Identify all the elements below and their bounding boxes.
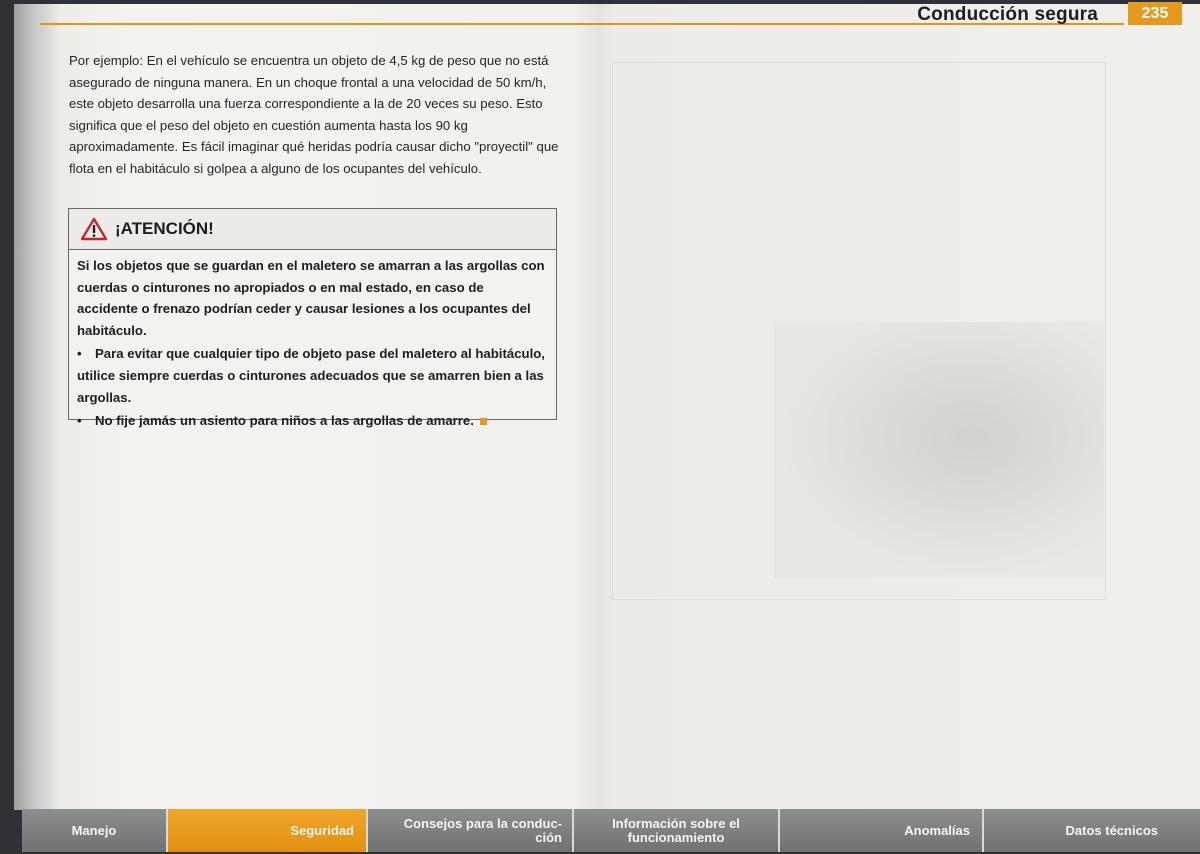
page-number: 235 xyxy=(1128,2,1182,25)
warning-paragraph: Si los objetos que se guardan en el maletero se amarran a las argollas con cuerdas o cinturones no apropiados o en mal estado, en caso de accidente o frenazo podrían ceder y causar lesiones a los ocupantes del habitáculo. xyxy=(77,258,545,338)
nav-tab-datos-tecnicos[interactable]: Datos técnicos xyxy=(984,809,1200,852)
bullet-icon: • xyxy=(77,346,82,362)
bullet-icon: • xyxy=(77,413,82,429)
nav-tab-seguridad[interactable]: Seguridad xyxy=(168,809,368,852)
warning-body xyxy=(69,250,556,432)
nav-tab-consejos-conduccion[interactable]: Consejos para la conduc- ción xyxy=(368,809,574,852)
intro-paragraph: Por ejemplo: En el vehículo se encuentra un objeto de 4,5 kg de peso que no está asegurado de ninguna manera. En un choque frontal a una velocidad de 50 km/h, este objeto desarrolla una fuerza correspondiente a la de 20 veces su peso. Esto significa que el peso del objeto en cuestión aumenta hasta los 90 kg aproximadamente. Es fácil imaginar qué heridas podría causar dicho "proyectil" que flota en el habitáculo si golpea a alguno de los ocupantes del vehículo. xyxy=(69,53,559,176)
warning-triangle-icon xyxy=(81,217,107,241)
warning-header xyxy=(69,209,556,250)
bleed-through-photo xyxy=(774,322,1104,578)
warning-bullet-2: • No fije jamás un asiento para niños a las argollas de amarre. xyxy=(77,410,548,432)
warning-box xyxy=(68,208,557,429)
nav-tab-anomalias[interactable]: Anomalías xyxy=(780,809,984,852)
warning-title: ¡ATENCIÓN! xyxy=(115,219,214,238)
chapter-navigation-bar xyxy=(22,809,1200,852)
page-binding-shadow xyxy=(14,4,60,810)
page-section-title: Conducción segura xyxy=(917,4,1098,25)
warning-bullet-1: • Para evitar que cualquier tipo de objeto pase del maletero al habitáculo, utilice siempre cuerdas o cinturones adecuados que se amarren bien a las argollas. xyxy=(77,343,548,408)
end-of-section-marker-icon xyxy=(480,418,487,425)
nav-tab-informacion-funcionamiento[interactable]: Información sobre el funcionamiento xyxy=(574,809,780,852)
nav-tab-manejo[interactable]: Manejo xyxy=(22,809,168,852)
